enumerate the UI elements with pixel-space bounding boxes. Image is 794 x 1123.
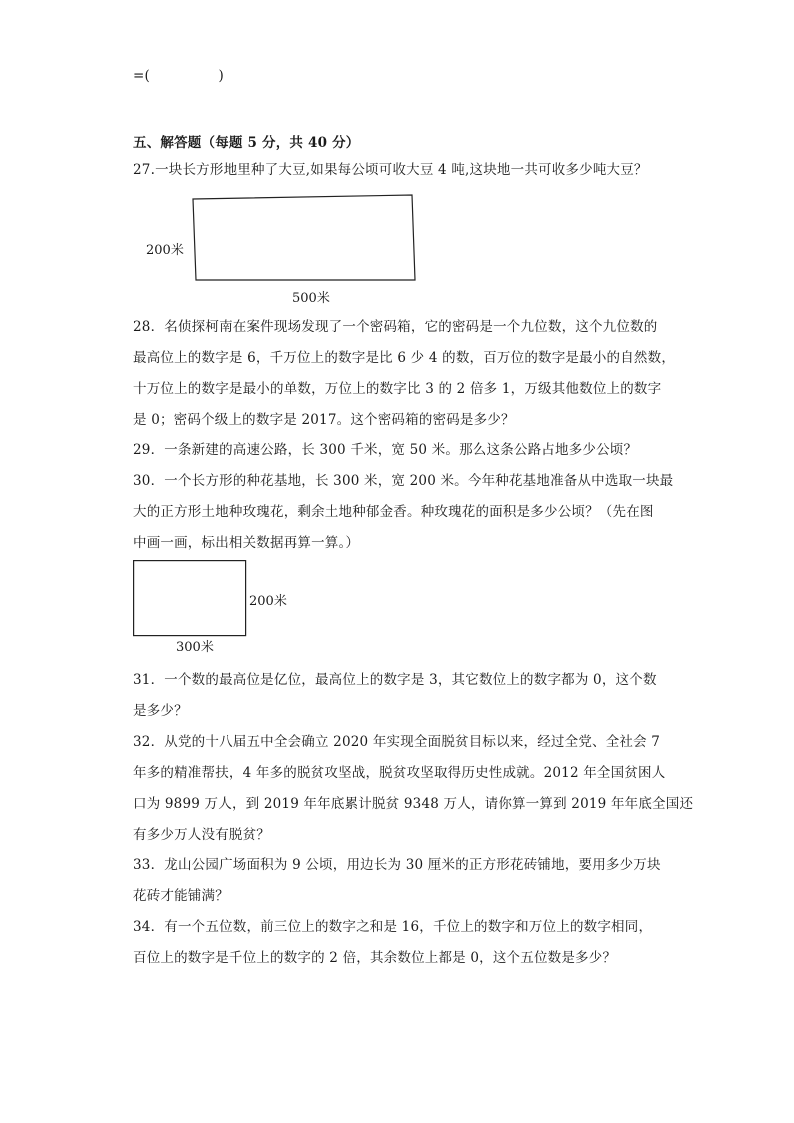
question-32-line-2: 年多的精准帮扶，4 年多的脱贫攻坚战，脱贫攻坚取得历史性成就。2012 年全国贫困人: [133, 765, 666, 781]
question-27-width-label: 200米: [146, 243, 184, 258]
question-30-width-label: 200米: [249, 594, 287, 609]
rectangle-figure-27: [190, 194, 418, 284]
question-31-line-1: 31．一个数的最高位是亿位，最高位上的数字是 3，其它数位上的数字都为 0，这个数: [133, 672, 657, 688]
question-32-line-1: 32．从党的十八届五中全会确立 2020 年实现全面脱贫目标以来，经过全党、全社会 7: [133, 734, 661, 750]
question-29-text: 29．一条新建的高速公路，长 300 千米，宽 50 米。那么这条公路占地多少公顷？: [133, 442, 638, 458]
question-34-line-1: 34．有一个五位数，前三位上的数字之和是 16，千位上的数字和万位上的数字相同，: [133, 919, 653, 935]
question-28-line-3: 十万位上的数字是最小的单数，万位上的数字比 3 的 2 倍多 1，万级其他数位上的数字: [133, 381, 662, 397]
question-27-text: 27.一块长方形地里种了大豆,如果每公顷可收大豆 4 吨,这块地一共可收多少吨大豆？: [133, 162, 648, 178]
rectangle-figure-30: [133, 560, 247, 637]
question-31-line-2: 是多少？: [133, 703, 188, 719]
question-28-line-2: 最高位上的数字是 6，千万位上的数字是比 6 少 4 的数，百万位的数字是最小的自然数，: [133, 350, 676, 366]
section-title: 五、解答题（每题 5 分，共 40 分）: [133, 135, 360, 151]
question-33-line-1: 33．龙山公园广场面积为 9 公顷，用边长为 30 厘米的正方形花砖铺地，要用多少万块: [133, 857, 661, 873]
question-30-line-3: 中画一画，标出相关数据再算一算。）: [133, 535, 360, 551]
question-30-length-label: 300米: [176, 640, 214, 655]
question-28-line-1: 28．名侦探柯南在案件现场发现了一个密码箱，它的密码是一个九位数，这个九位数的: [133, 319, 658, 335]
question-30-line-1: 30．一个长方形的种花基地，长 300 米，宽 200 米。今年种花基地准备从中选取一块最: [133, 473, 674, 489]
question-27-length-label: 500米: [292, 291, 330, 306]
question-32-line-4: 有多少万人没有脱贫？: [133, 827, 270, 843]
answer-blank: =( ): [133, 68, 224, 84]
question-28-line-4: 是 0；密码个级上的数字是 2017。这个密码箱的密码是多少？: [133, 412, 515, 428]
question-27-rectangle-diagram: [190, 194, 418, 284]
question-30-rectangle-diagram: [133, 560, 247, 637]
question-33-line-2: 花砖才能铺满？: [133, 888, 229, 904]
question-34-line-2: 百位上的数字是千位上的数字的 2 倍，其余数位上都是 0，这个五位数是多少？: [133, 950, 617, 966]
question-30-line-2: 大的正方形土地种玫瑰花，剩余土地种郁金香。种玫瑰花的面积是多少公顷？（先在图: [133, 504, 654, 520]
question-32-line-3: 口为 9899 万人，到 2019 年年底累计脱贫 9348 万人，请你算一算到 2019 年年底全国还: [133, 796, 694, 812]
